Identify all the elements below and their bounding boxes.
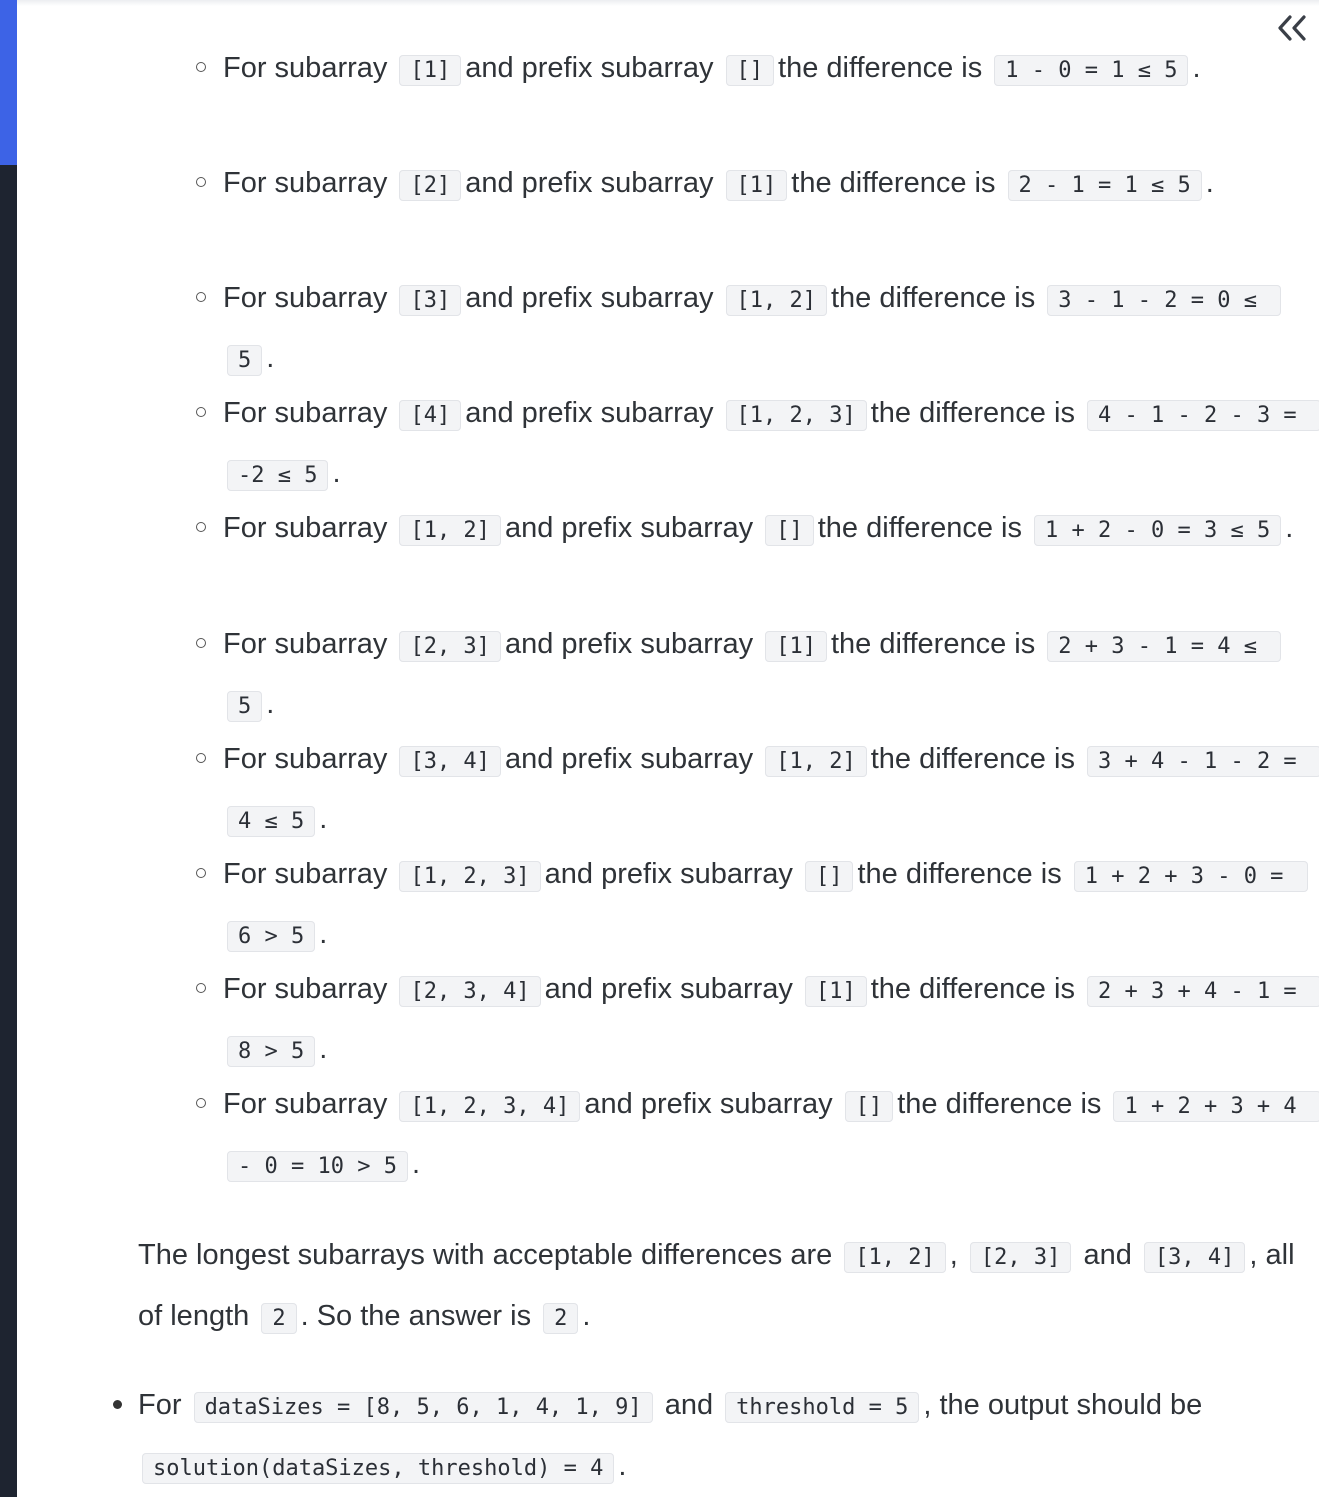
prefix-code: [] [765,515,814,546]
calculation-code: 2 + 3 - 1 = 4 ≤ 5 [227,631,1281,722]
prefix-code: [1] [765,631,827,662]
item-text: the difference is [831,282,1044,314]
calculation-code: 2 + 3 + 4 - 1 = 8 > 5 [227,976,1319,1067]
summary-text: The longest subarrays with acceptable differences are [138,1239,841,1271]
item-text: and prefix subarray [465,282,722,314]
item-text: and prefix subarray [544,858,801,890]
item-text: the difference is [857,858,1070,890]
summary-text: . So the answer is [300,1300,540,1332]
prefix-code: [] [845,1091,894,1122]
item-text: For subarray [223,512,396,544]
prefix-code: [1] [726,170,788,201]
explanation-item [223,1076,1310,1195]
item-text: For subarray [223,973,396,1005]
explanation-item [223,40,1298,100]
subarray-code: [4] [399,400,461,431]
subarray-code: [1, 2] [399,515,500,546]
inline-code: solution(dataSizes, threshold) = 4 [142,1453,614,1484]
calculation-code: 1 - 0 = 1 ≤ 5 [994,55,1188,86]
calculation-code: 1 + 2 + 3 + 4 - 0 = 10 > 5 [227,1091,1319,1182]
example-text: , the output should be [923,1389,1203,1421]
explanation-item [223,270,1298,389]
item-text: . [1285,512,1294,544]
summary-paragraph [138,1226,1298,1348]
summary-text: and [1075,1239,1140,1271]
item-text: and prefix subarray [465,167,722,199]
explanation-item [223,846,1298,965]
subarray-code: [1] [399,55,461,86]
calculation-code: 4 - 1 - 2 - 3 = -2 ≤ 5 [227,400,1319,491]
explanation-item [223,616,1298,735]
explanation-item [223,961,1310,1080]
item-text: . [1192,52,1201,84]
item-text: . [266,341,275,374]
item-text: For subarray [223,743,396,775]
example-text: and [656,1389,722,1421]
prefix-code: [1] [805,976,867,1007]
item-text: For subarray [223,397,396,429]
summary-text: , [949,1239,966,1271]
item-text: and prefix subarray [504,743,762,775]
item-text: . [1205,167,1214,199]
item-text: . [332,456,341,489]
inline-code: [2, 3] [970,1242,1071,1273]
prefix-code: [1, 2, 3] [726,400,867,431]
item-text: . [319,802,328,835]
item-text: For subarray [223,282,396,314]
calculation-code: 1 + 2 - 0 = 3 ≤ 5 [1034,515,1281,546]
item-text: the difference is [778,52,991,84]
item-text: the difference is [791,167,1004,199]
inline-code: [1, 2] [844,1242,945,1273]
inline-code: threshold = 5 [725,1392,919,1423]
calculation-code: 3 - 1 - 2 = 0 ≤ 5 [227,285,1281,376]
item-text: the difference is [831,628,1044,660]
calculation-code: 1 + 2 + 3 - 0 = 6 > 5 [227,861,1308,952]
inline-code: [3, 4] [1144,1242,1245,1273]
left-sidebar [0,0,17,1497]
explanation-item [223,500,1298,560]
item-text: the difference is [897,1088,1110,1120]
item-text: . [266,687,275,720]
item-text: the difference is [870,397,1083,429]
explanation-item [223,731,1310,850]
inline-code: 2 [261,1303,296,1334]
item-text: and prefix subarray [544,973,801,1005]
item-text: For subarray [223,1088,396,1120]
item-text: and prefix subarray [465,52,722,84]
item-text: and prefix subarray [504,512,762,544]
example-text: For [138,1389,190,1421]
prefix-code: [1, 2] [726,285,827,316]
item-text: and prefix subarray [465,397,722,429]
inline-code: 2 [543,1303,578,1334]
sidebar-active-accent [0,0,17,165]
item-text: the difference is [870,743,1083,775]
item-text: For subarray [223,167,396,199]
explanation-item [223,385,1310,504]
item-text: For subarray [223,858,396,890]
summary-text: , all of length [138,1239,1295,1332]
subarray-code: [2] [399,170,461,201]
subarray-code: [3, 4] [399,746,500,777]
subarray-code: [3] [399,285,461,316]
calculation-code: 2 - 1 = 1 ≤ 5 [1008,170,1202,201]
item-text: . [411,1147,421,1180]
subarray-code: [1, 2, 3, 4] [399,1091,580,1122]
calculation-code: 3 + 4 - 1 - 2 = 4 ≤ 5 [227,746,1319,837]
item-text: . [319,1032,328,1065]
prefix-code: [] [726,55,775,86]
prefix-code: [] [805,861,854,892]
inline-code: dataSizes = [8, 5, 6, 1, 4, 1, 9] [194,1392,653,1423]
item-text: For subarray [223,628,396,660]
subarray-code: [2, 3, 4] [399,976,540,1007]
prefix-code: [1, 2] [765,746,866,777]
example-bullet [138,1376,1313,1497]
item-text: For subarray [223,52,396,84]
item-text: the difference is [817,512,1031,544]
problem-description [17,0,1319,1497]
subarray-code: [2, 3] [399,631,500,662]
item-text: and prefix subarray [504,628,762,660]
item-text: the difference is [870,973,1083,1005]
example-text: . [618,1450,627,1482]
summary-text: . [582,1300,591,1332]
explanation-item [223,155,1298,215]
subarray-code: [1, 2, 3] [399,861,540,892]
item-text: . [319,917,328,950]
item-text: and prefix subarray [584,1088,841,1120]
